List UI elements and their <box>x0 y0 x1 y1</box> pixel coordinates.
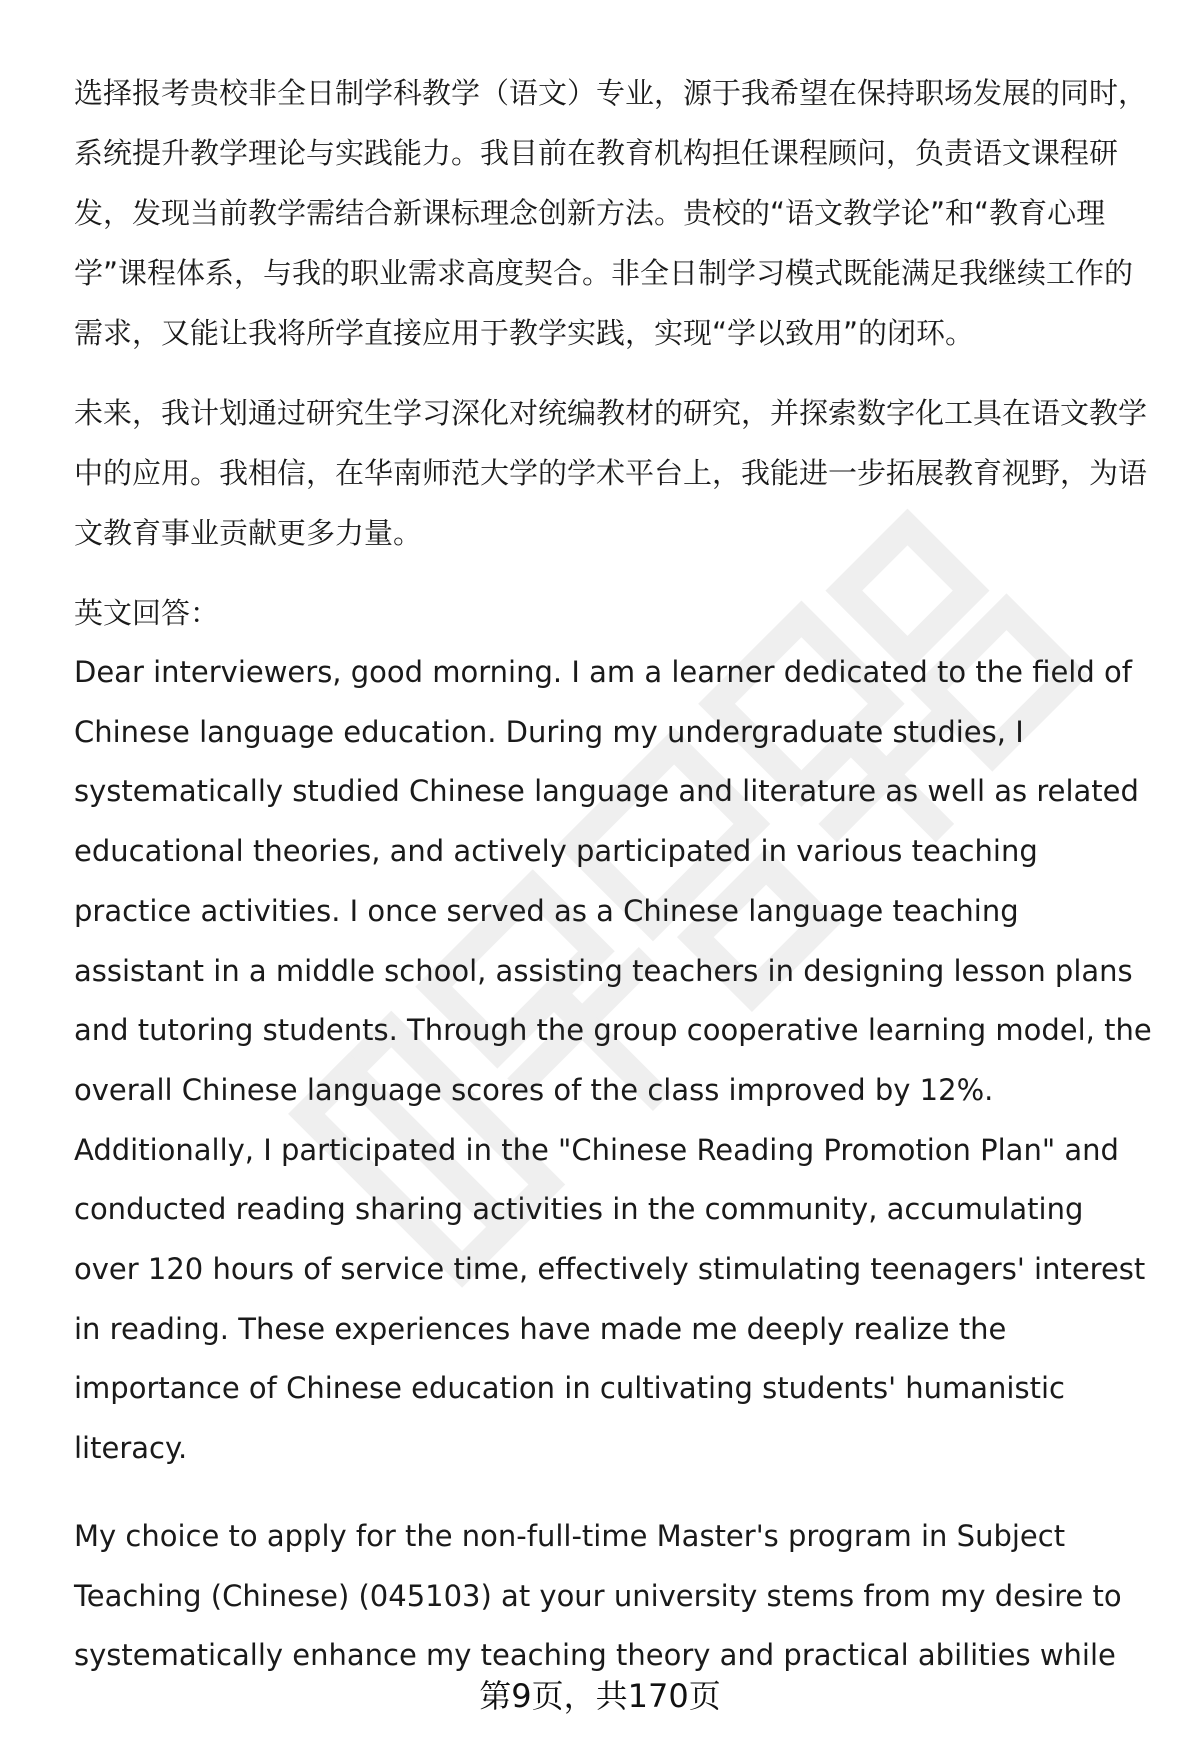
document-body <box>74 63 1154 1686</box>
english-answer-label: 英文回答： <box>74 596 220 630</box>
paragraph-en-motivation: My choice to apply for the non-full-time Master's program in Subject Teaching (Chinese) (045103) at your university stems from my desire to systematically enhance my teaching theory and practical abilities while <box>74 1518 1122 1673</box>
page-number: 第9页，共170页 <box>479 1677 721 1715</box>
paragraph-cn-future-plan: 未来，我计划通过研究生学习深化对统编教材的研究，并探索数字化工具在语文教学中的应用。我相信，在华南师范大学的学术平台上，我能进一步拓展教育视野，为语文教育事业贡献更多力量。 <box>74 396 1148 550</box>
paragraph-cn-motivation: 选择报考贵校非全日制学科教学（语文）专业，源于我希望在保持职场发展的同时，系统提升教学理论与实践能力。我目前在教育机构担任课程顾问，负责语文课程研发，发现当前教学需结合新课标理念创新方法。贵校的“语文教学论”和“教育心理学”课程体系，与我的职业需求高度契合。非全日制学习模式既能满足我继续工作的需求，又能让我将所学直接应用于教学实践，实现“学以致用”的闭环。 <box>74 76 1148 350</box>
paragraph-en-introduction: Dear interviewers, good morning. I am a learner dedicated to the field of Chinese language education. During my undergraduate studies, I systematically studied Chinese language and literature as well as related educational theories, and actively participated in various teaching practice activities. I once served as a Chinese language teaching assistant in a middle school, assisting teachers in designing lesson plans and tutoring students. Through the group cooperative learning model, the overall Chinese language scores of the class improved by 12%. Additionally, I participated in the "Chinese Reading Promotion Plan" and conducted reading sharing activities in the community, accumulating over 120 hours of service time, effectively stimulating teenagers' interest in reading. These experiences have made me deeply realize the importance of Chinese education in cultivating students' humanistic literacy. <box>74 655 1152 1466</box>
